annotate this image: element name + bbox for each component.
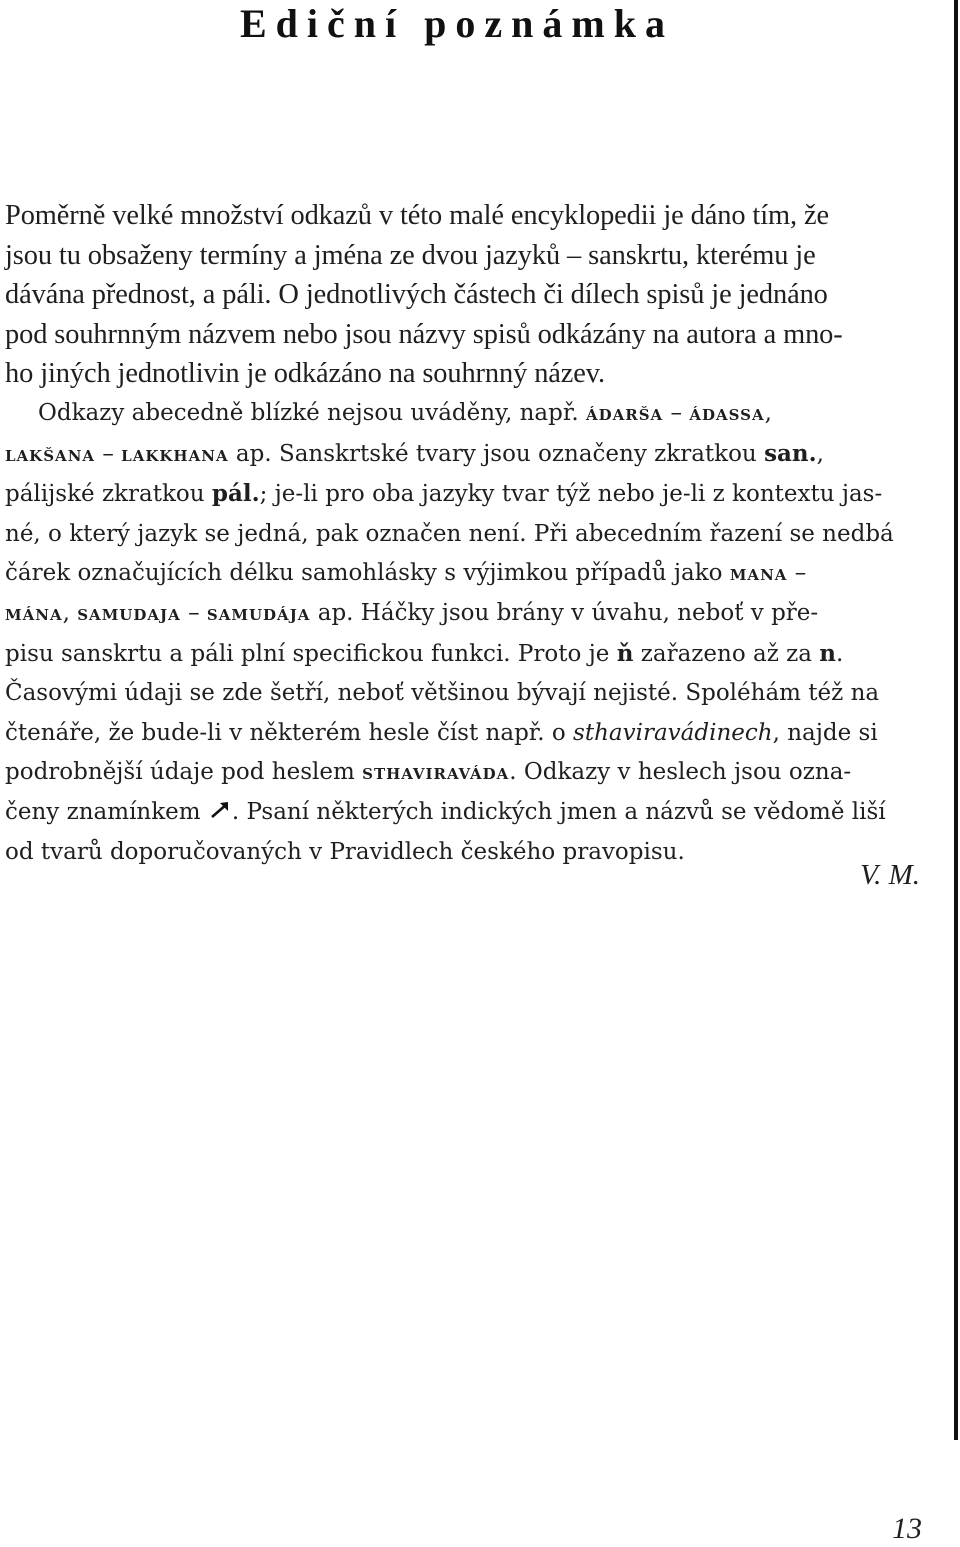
editorial-note-body [5, 196, 922, 872]
text-run: , [816, 440, 824, 467]
text-run: ap. Sanskrtské tvary jsou označeny zkratkou [228, 440, 765, 467]
paragraph-2-line [5, 474, 922, 515]
text-run: . Odkazy v heslech jsou ozna- [509, 759, 852, 786]
paragraph-1 [5, 196, 922, 394]
term-mana-long: mána [5, 599, 63, 626]
paragraph-2-line [5, 714, 922, 754]
term-adarsa: ádarša [585, 399, 664, 426]
paragraph-2-line [5, 594, 922, 634]
term-lakkhana: lakkhana [121, 440, 229, 467]
text-run: zařazeno až za [633, 640, 820, 667]
term-sthaviravada: sthaviraváda [362, 759, 510, 786]
paragraph-1-line: pod souhrnným názvem nebo jsou názvy spisů odkázány na autora a mno- [5, 318, 843, 350]
term-sthaviravadinech: sthaviravádinech [573, 719, 773, 746]
text-run: čtenáře, že bude-li v některém hesle číst např. o [5, 719, 574, 746]
term-adassa: ádassa [689, 399, 765, 426]
text-run: , [764, 399, 772, 426]
paragraph-1-line: Poměrně velké množství odkazů v této malé encyklopedii je dáno tím, že [5, 200, 829, 231]
text-run: pálijské zkratkou [5, 481, 212, 508]
paragraph-2-line [5, 634, 922, 675]
author-signature: V. M. [860, 859, 920, 891]
text-run: – [787, 560, 807, 587]
text-run: . [836, 640, 844, 667]
text-run: pisu sanskrtu a páli plní specifickou funkci. Proto je [5, 640, 617, 667]
paragraph-1-line: ho jiných jednotlivin je odkázáno na souhrnný název. [5, 358, 606, 390]
term-mana: mana [729, 560, 788, 587]
page-title: Ediční poznámka [240, 1, 674, 46]
text-run: podrobnější údaje pod heslem [5, 759, 363, 786]
text-run: ; je-li pro oba jazyky tvar týž nebo je-li z kontextu jas- [259, 481, 883, 508]
paragraph-2 [5, 394, 922, 872]
paragraph-2-line: né, o který jazyk se jedná, pak označen není. Při abecedním řazení se nedbá [5, 520, 894, 547]
cross-reference-arrow-icon [209, 801, 231, 819]
text-run: , [62, 599, 78, 626]
paragraph-2-line [5, 554, 922, 594]
text-run: čeny znamínkem [5, 798, 208, 825]
paragraph-2-line: Časovými údaji se zde šetří, neboť většinou bývají nejisté. Spoléhám též na [5, 680, 880, 707]
letter-n-caron: ň [616, 639, 634, 667]
paragraph-2-line [5, 793, 922, 833]
paragraph-2-line [5, 753, 922, 793]
term-laksana: lakšana [5, 440, 96, 467]
paragraph-2-line: od tvarů doporučovaných v Pravidlech českého pravopisu. [5, 838, 685, 865]
text-run: ap. Háčky jsou brány v úvahu, neboť v pře- [310, 599, 819, 626]
paragraph-1-line: dávána přednost, a páli. O jednotlivých částech či dílech spisů je jednáno [5, 279, 828, 311]
paragraph-2-line [5, 434, 922, 475]
abbr-pal: pál. [211, 480, 260, 508]
letter-n: n [819, 639, 837, 667]
paragraph-1-line: jsou tu obsaženy termíny a jména ze dvou jazyků – sanskrtu, kterému je [5, 239, 816, 271]
term-samudaja-long: samudája [206, 599, 311, 626]
page-number: 13 [892, 1512, 922, 1545]
text-run: . Psaní některých indických jmen a názvů se vědomě liší [231, 798, 886, 825]
text-run: – [180, 599, 207, 626]
text-run: čárek označujících délku samohlásky s výjimkou případů jako [5, 560, 730, 587]
abbr-san: san. [764, 439, 817, 467]
paragraph-2-line [5, 394, 922, 434]
page-edge-rule [954, 0, 958, 1440]
text-run: Odkazy abecedně blízké nejsou uváděny, např. [38, 399, 586, 426]
term-samudaja: samudaja [77, 599, 181, 626]
text-run: – [663, 399, 690, 426]
text-run: , najde si [772, 719, 878, 746]
text-run: – [95, 440, 122, 467]
